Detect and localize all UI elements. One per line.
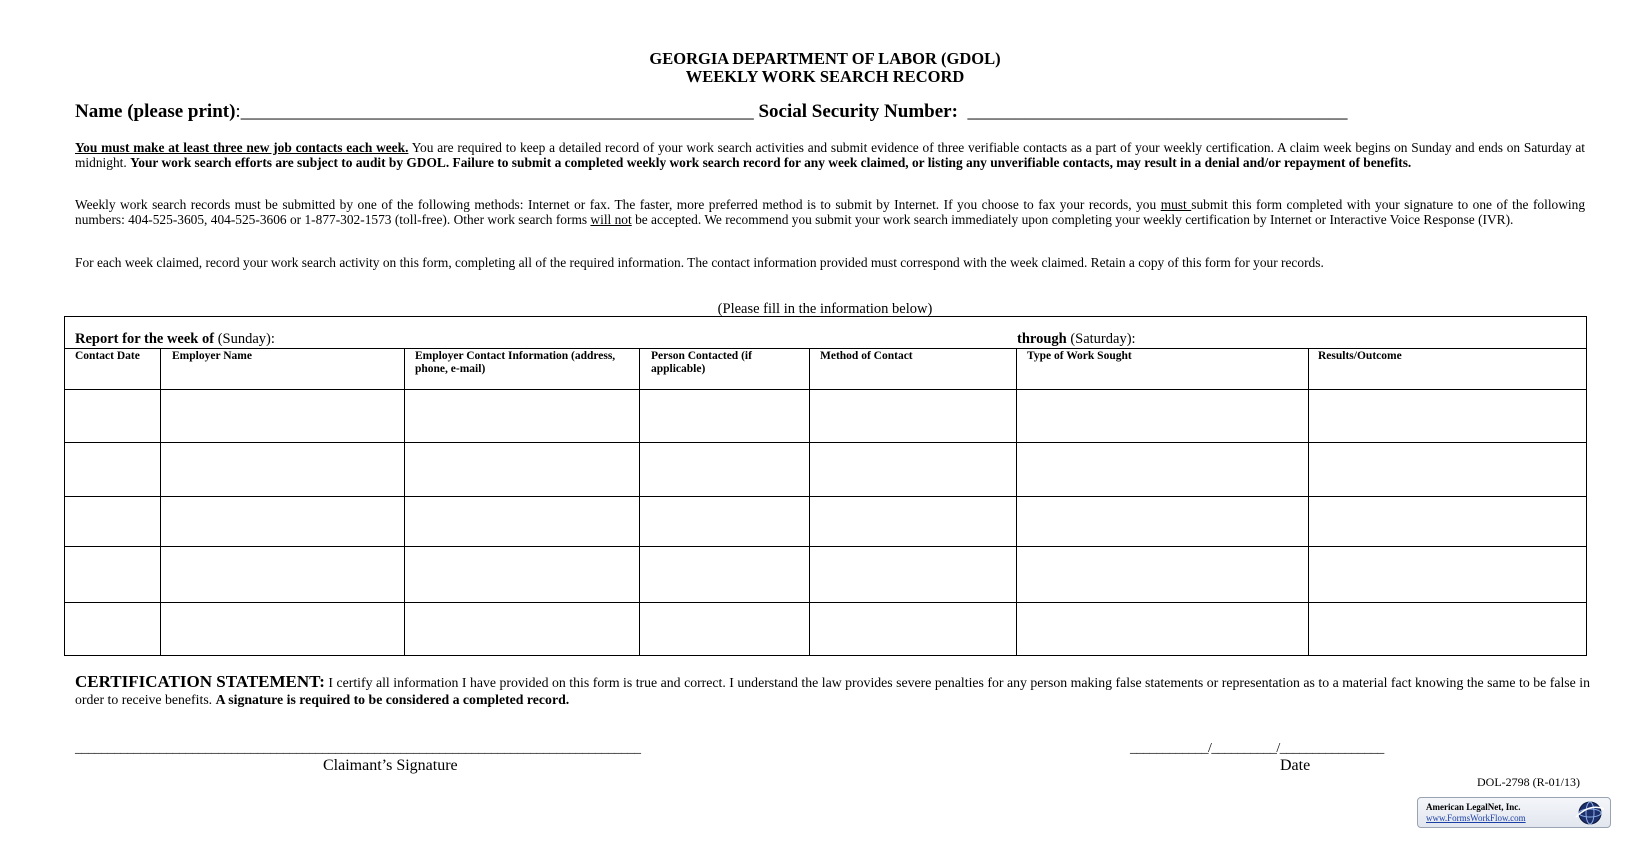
name-ssn-line [75, 101, 1347, 123]
through-label: through [1017, 331, 1067, 347]
publisher-link[interactable]: www.FormsWorkFlow.com [1426, 813, 1526, 823]
certification-text: I certify all information I have provided on this form is true and correct. I understand the law provides severe penalties for any person making false statements or representation as to a material fact knowing the same to be false in order to receive benefits. [75, 675, 1590, 707]
work-search-table [64, 316, 1587, 656]
p2-must: must [1160, 197, 1192, 212]
form-title: WEEKLY WORK SEARCH RECORD [685, 67, 965, 86]
through-saturday: (Saturday): [1066, 331, 1136, 347]
signature-requirement: A signature is required to be considered a completed record. [215, 691, 570, 707]
column-header-work-type: Type of Work Sought [1027, 350, 1132, 362]
column-header-employer-contact: Employer Contact Information (address, phone, e-mail) [415, 350, 616, 375]
column-rule [404, 348, 405, 656]
audit-warning: Your work search efforts are subject to audit by GDOL. Failure to submit a completed weekly work search record for any week claimed, or listing any unverifiable contacts, may result in a denial and/or repayment of benefits. [130, 154, 1412, 170]
signature-field[interactable]: _______________________________________________________________________________________ [75, 741, 641, 756]
signature-caption: Claimant’s Signature [323, 757, 458, 774]
publisher-name: American LegalNet, Inc. [1426, 802, 1521, 812]
column-header-employer-name: Employer Name [172, 350, 252, 362]
column-header-results: Results/Outcome [1318, 350, 1402, 362]
p1-text: You are required to keep a detailed record of your work search activities and submit evidence of three verifiable contacts as a part of your weekly certification. A claim week begins on Sunday and ends on Saturday at midnight. [75, 140, 1585, 170]
ssn-label: Social Security Number: [758, 101, 958, 122]
week-start-field[interactable] [75, 331, 275, 348]
p2-text-c: be accepted. We recommend you submit your work search immediately upon completing your weekly certification by Internet or Interactive Voice Response (IVR). [631, 211, 1514, 227]
fill-note: (Please fill in the information below) [717, 301, 933, 317]
column-rule [639, 348, 640, 656]
agency-title: GEORGIA DEPARTMENT OF LABOR (GDOL) [649, 49, 1001, 68]
column-header-person-contacted: Person Contacted (if applicable) [651, 350, 752, 375]
row-rule [64, 442, 1587, 443]
column-header-contact-date: Contact Date [75, 350, 140, 362]
column-rule [1016, 348, 1017, 656]
date-field[interactable]: ____________/__________/________________ [1130, 741, 1384, 756]
instructions-paragraph-2 [75, 198, 1585, 227]
name-field[interactable]: ______________________________________________________ [240, 101, 754, 122]
p2-will-not: will not [590, 211, 632, 227]
row-rule [64, 546, 1587, 547]
publisher-badge[interactable] [1417, 797, 1611, 828]
column-rule [809, 348, 810, 656]
name-label: Name (please print) [75, 101, 236, 122]
header-bottom-rule [64, 389, 1587, 390]
contacts-requirement: You must make at least three new job contacts each week. [75, 140, 409, 155]
header-top-rule [64, 348, 1587, 349]
date-caption: Date [1280, 757, 1311, 774]
week-end-field[interactable] [1017, 331, 1136, 348]
globe-icon [1573, 800, 1607, 826]
p2-text-a: Weekly work search records must be submitted by one of the following methods: Internet or fax. The faster, more preferred method is to submit by Internet. If you choose to fax your records, you [75, 197, 1161, 212]
name-colon: : [235, 101, 241, 122]
certification-statement [75, 674, 1590, 708]
column-rule [1308, 348, 1309, 656]
instructions-paragraph-1 [75, 141, 1585, 170]
week-sunday: (Sunday): [214, 331, 275, 347]
column-rule [160, 348, 161, 656]
form-number: DOL-2798 (R-01/13) [1477, 775, 1580, 789]
ssn-field[interactable]: ________________________________________ [967, 101, 1348, 122]
row-rule [64, 496, 1587, 497]
certification-lead: CERTIFICATION STATEMENT: [75, 672, 325, 691]
column-header-method: Method of Contact [820, 350, 913, 362]
p2-text-b: submit this form completed with your signature to one of the following numbers: 404-525-3605, 404-525-3606 or 1-877-302-1573 (toll-free). Other work search forms [75, 197, 1586, 227]
row-rule [64, 602, 1587, 603]
week-label: Report for the week of [75, 331, 215, 347]
instructions-paragraph-3: For each week claimed, record your work search activity on this form, completing all of the required information. The contact information provided must correspond with the week claimed. Retain a copy of this form for your records. [75, 255, 1324, 270]
